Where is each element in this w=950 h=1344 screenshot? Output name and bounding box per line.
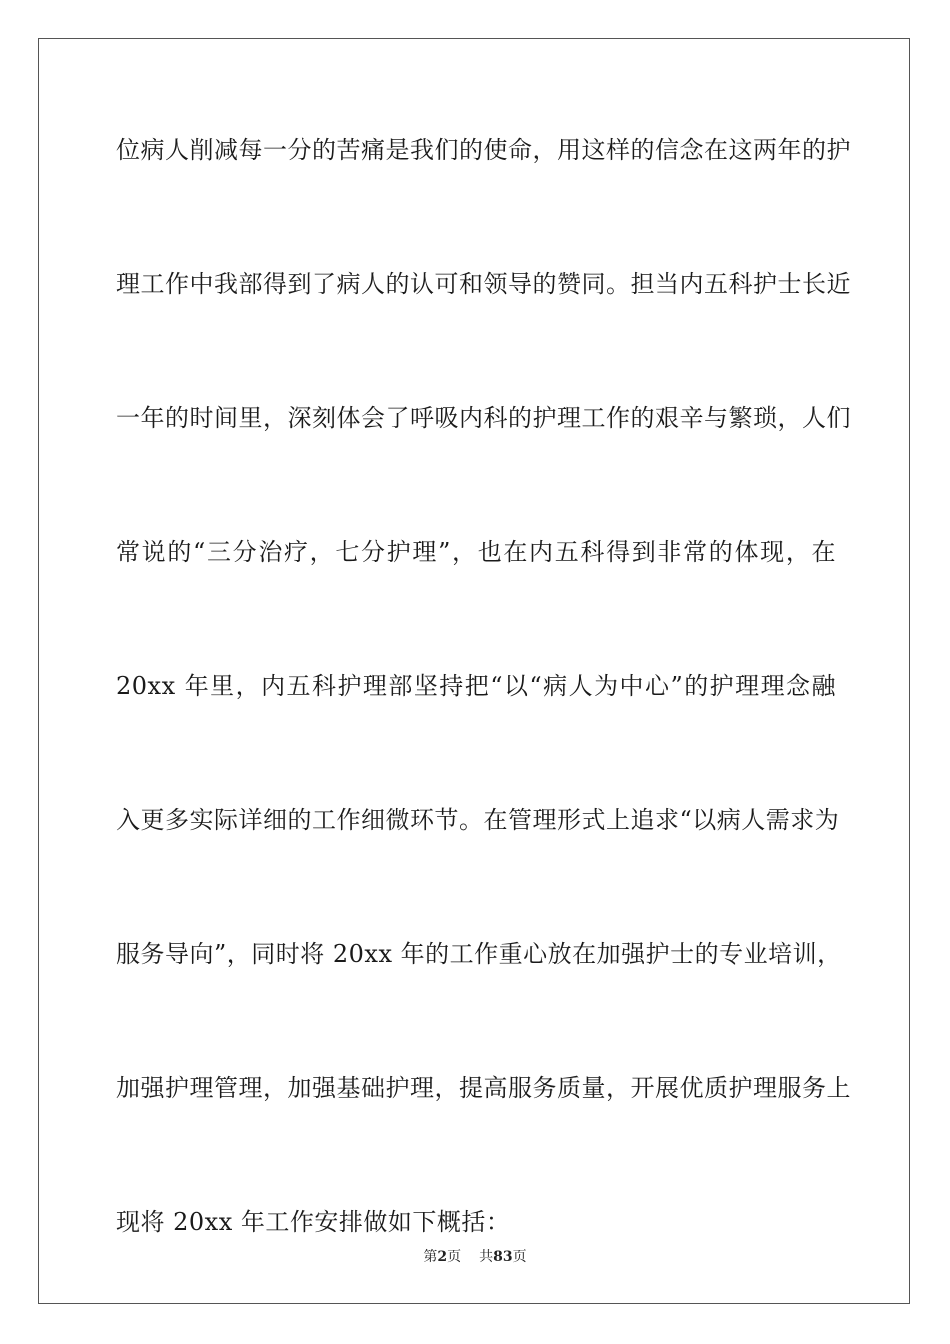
total-suffix: 页 [512,1249,527,1265]
text-line-last: 现将 20xx 年工作安排做如下概括： [116,1208,511,1236]
page-footer [0,1248,950,1266]
text-line: 20xx 年里，内五科护理部坚持把“以“病人为中心”的护理理念融 [116,672,836,700]
total-prefix: 共 [479,1249,494,1265]
text-line: 位病人削减每一分的苦痛是我们的使命，用这样的信念在这两年的护 [116,136,851,164]
text-line: 理工作中我部得到了病人的认可和领导的赞同。担当内五科护士长近 [116,270,851,298]
text-line: 加强护理管理，加强基础护理，提高服务质量，开展优质护理服务上 [116,1074,851,1102]
text-line: 服务导向”，同时将 20xx 年的工作重心放在加强护士的专业培训， [116,940,842,968]
text-line: 一年的时间里，深刻体会了呼吸内科的护理工作的艰辛与繁琐，人们 [116,404,851,432]
page-prefix: 第 [423,1249,438,1265]
total-pages: 83 [493,1249,513,1265]
page-number: 2 [437,1249,448,1265]
text-line: 入更多实际详细的工作细微环节。在管理形式上追求“以病人需求为 [116,806,840,834]
document-body [116,128,851,1334]
page-suffix: 页 [447,1249,462,1265]
text-line: 常说的“三分治疗，七分护理”，也在内五科得到非常的体现，在 [116,538,836,566]
